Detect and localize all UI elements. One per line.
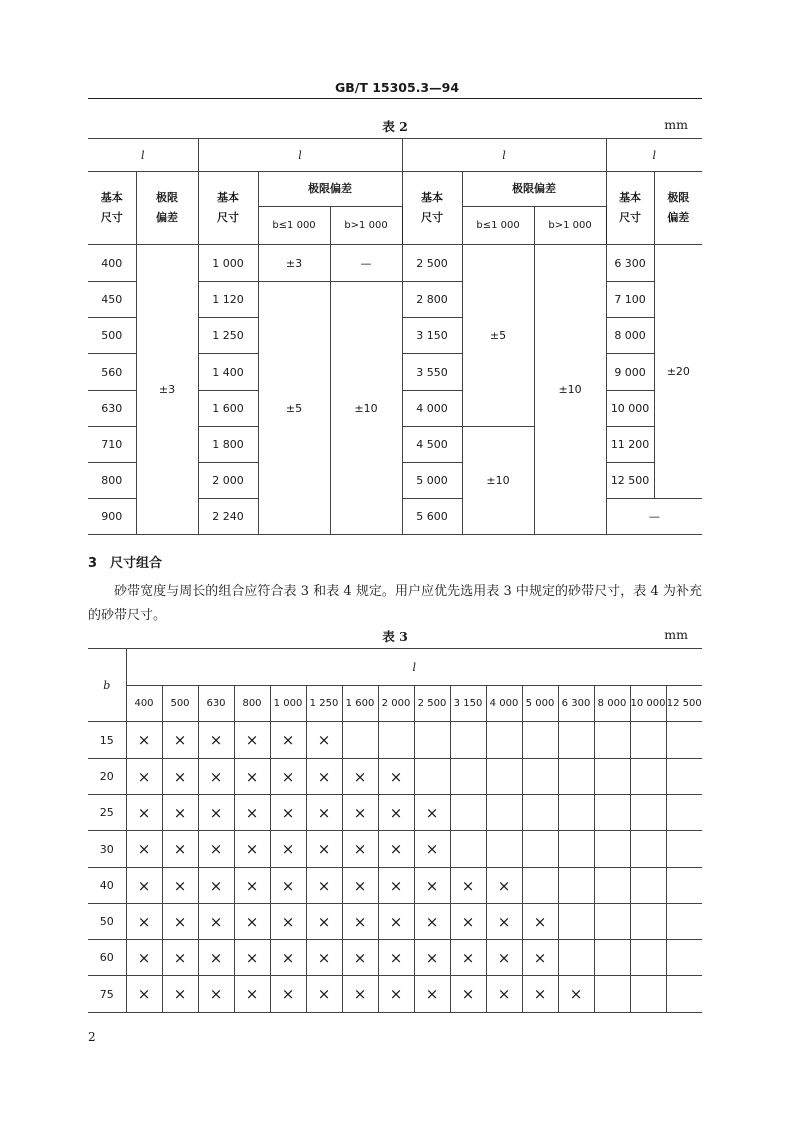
empty-cell xyxy=(414,759,450,795)
empty-cell xyxy=(666,904,702,940)
empty-cell xyxy=(486,831,522,868)
empty-cell xyxy=(666,868,702,904)
dev-cell: ±10 xyxy=(534,245,606,535)
empty-cell xyxy=(594,976,630,1013)
group-label: l xyxy=(198,139,402,172)
combination-mark: × xyxy=(198,868,234,904)
l-value-header: 1 000 xyxy=(270,686,306,722)
combination-mark: × xyxy=(306,868,342,904)
table2-row xyxy=(88,245,702,282)
combination-mark: × xyxy=(126,759,162,795)
l-value-header: 2 000 xyxy=(378,686,414,722)
l-value-header: 500 xyxy=(162,686,198,722)
l-value-header: 4 000 xyxy=(486,686,522,722)
size-cell: 5 600 xyxy=(402,499,462,535)
empty-cell xyxy=(378,722,414,759)
combination-mark: × xyxy=(342,976,378,1013)
combination-mark: × xyxy=(162,722,198,759)
combination-mark: × xyxy=(162,831,198,868)
basic-size-header: 基本尺寸 xyxy=(198,172,258,245)
combination-mark: × xyxy=(342,831,378,868)
empty-cell xyxy=(450,795,486,831)
basic-size-header: 基本尺寸 xyxy=(606,172,654,245)
table3-row xyxy=(88,795,702,831)
table3-row xyxy=(88,722,702,759)
combination-mark: × xyxy=(342,868,378,904)
size-cell: 2 800 xyxy=(402,282,462,318)
combination-mark: × xyxy=(306,976,342,1013)
size-cell: 3 550 xyxy=(402,354,462,391)
combination-mark: × xyxy=(342,904,378,940)
empty-cell xyxy=(558,940,594,976)
size-cell: 400 xyxy=(88,245,136,282)
limit-dev-header: 极限偏差 xyxy=(654,172,702,245)
b-le-header: b≤1 000 xyxy=(462,207,534,245)
size-cell: 2 500 xyxy=(402,245,462,282)
size-cell: 1 000 xyxy=(198,245,258,282)
l-value-header: 3 150 xyxy=(450,686,486,722)
combination-mark: × xyxy=(486,868,522,904)
empty-cell xyxy=(486,759,522,795)
empty-cell xyxy=(558,759,594,795)
empty-cell xyxy=(666,940,702,976)
combination-mark: × xyxy=(270,759,306,795)
size-cell: 4 500 xyxy=(402,427,462,463)
table2-title: 表 2 xyxy=(382,119,408,134)
dash-cell: — xyxy=(606,499,702,535)
combination-mark: × xyxy=(198,976,234,1013)
combination-mark: × xyxy=(522,940,558,976)
empty-cell xyxy=(666,831,702,868)
l-value-header: 5 000 xyxy=(522,686,558,722)
l-value-header: 2 500 xyxy=(414,686,450,722)
combination-mark: × xyxy=(378,904,414,940)
size-cell: 1 400 xyxy=(198,354,258,391)
combination-mark: × xyxy=(414,831,450,868)
size-cell: 5 000 xyxy=(402,463,462,499)
combination-mark: × xyxy=(126,868,162,904)
combination-mark: × xyxy=(234,940,270,976)
table3-l-values-row xyxy=(88,686,702,722)
combination-mark: × xyxy=(234,831,270,868)
empty-cell xyxy=(558,868,594,904)
combination-mark: × xyxy=(486,904,522,940)
b-value-cell: 50 xyxy=(88,904,126,940)
size-cell: 12 500 xyxy=(606,463,654,499)
combination-mark: × xyxy=(126,722,162,759)
b-le-header: b≤1 000 xyxy=(258,207,330,245)
document-code: GB/T 15305.3—94 xyxy=(334,80,460,95)
size-cell: 800 xyxy=(88,463,136,499)
combination-mark: × xyxy=(306,904,342,940)
combination-mark: × xyxy=(414,976,450,1013)
table2-unit: mm xyxy=(664,117,688,132)
size-cell: 450 xyxy=(88,282,136,318)
limit-dev-header: 极限偏差 xyxy=(136,172,198,245)
empty-cell xyxy=(342,722,378,759)
empty-cell xyxy=(630,868,666,904)
dev-cell: — xyxy=(330,245,402,282)
combination-mark: × xyxy=(486,940,522,976)
combination-mark: × xyxy=(198,722,234,759)
size-cell: 9 000 xyxy=(606,354,654,391)
basic-size-header: 基本尺寸 xyxy=(88,172,136,245)
size-cell: 560 xyxy=(88,354,136,391)
l-value-header: 6 300 xyxy=(558,686,594,722)
combination-mark: × xyxy=(306,831,342,868)
size-cell: 500 xyxy=(88,318,136,354)
combination-mark: × xyxy=(306,722,342,759)
combination-mark: × xyxy=(378,976,414,1013)
empty-cell xyxy=(594,904,630,940)
empty-cell xyxy=(630,904,666,940)
empty-cell xyxy=(630,976,666,1013)
empty-cell xyxy=(630,795,666,831)
empty-cell xyxy=(630,722,666,759)
empty-cell xyxy=(558,795,594,831)
size-cell: 10 000 xyxy=(606,391,654,427)
empty-cell xyxy=(522,868,558,904)
b-gt-header: b>1 000 xyxy=(534,207,606,245)
empty-cell xyxy=(522,722,558,759)
l-value-header: 12 500 xyxy=(666,686,702,722)
combination-mark: × xyxy=(234,868,270,904)
combination-mark: × xyxy=(234,722,270,759)
combination-mark: × xyxy=(162,976,198,1013)
b-value-cell: 30 xyxy=(88,831,126,868)
combination-mark: × xyxy=(270,868,306,904)
b-value-cell: 60 xyxy=(88,940,126,976)
combination-mark: × xyxy=(270,831,306,868)
table3-l-row xyxy=(88,649,702,686)
b-value-cell: 40 xyxy=(88,868,126,904)
combination-mark: × xyxy=(234,904,270,940)
size-cell: 6 300 xyxy=(606,245,654,282)
limit-dev-header: 极限偏差 xyxy=(258,172,402,207)
combination-mark: × xyxy=(414,940,450,976)
empty-cell xyxy=(450,722,486,759)
table3-row xyxy=(88,904,702,940)
combination-mark: × xyxy=(342,759,378,795)
table2-group-row xyxy=(88,139,702,172)
combination-mark: × xyxy=(198,759,234,795)
page-number: 2 xyxy=(88,1030,96,1044)
combination-mark: × xyxy=(162,868,198,904)
combination-mark: × xyxy=(342,795,378,831)
combination-mark: × xyxy=(270,795,306,831)
combination-mark: × xyxy=(270,940,306,976)
l-value-header: 800 xyxy=(234,686,270,722)
size-cell: 2 240 xyxy=(198,499,258,535)
empty-cell xyxy=(666,722,702,759)
dev-cell: ±20 xyxy=(654,245,702,499)
combination-mark: × xyxy=(126,976,162,1013)
table3-caption xyxy=(88,627,702,643)
b-value-cell: 25 xyxy=(88,795,126,831)
l-value-header: 1 250 xyxy=(306,686,342,722)
combination-mark: × xyxy=(306,795,342,831)
dev-cell: ±5 xyxy=(258,282,330,535)
header-rule xyxy=(88,98,702,99)
size-cell: 7 100 xyxy=(606,282,654,318)
combination-mark: × xyxy=(162,940,198,976)
combination-mark: × xyxy=(234,795,270,831)
l-value-header: 1 600 xyxy=(342,686,378,722)
combination-mark: × xyxy=(378,940,414,976)
table2 xyxy=(88,138,702,535)
combination-mark: × xyxy=(486,976,522,1013)
combination-mark: × xyxy=(414,795,450,831)
combination-mark: × xyxy=(378,868,414,904)
size-cell: 11 200 xyxy=(606,427,654,463)
l-value-header: 630 xyxy=(198,686,234,722)
combination-mark: × xyxy=(198,904,234,940)
table2-caption xyxy=(88,117,702,133)
l-value-header: 10 000 xyxy=(630,686,666,722)
table3 xyxy=(88,648,702,1013)
section-paragraph: 砂带宽度与周长的组合应符合表 3 和表 4 规定。用户应优先选用表 3 中规定的砂带尺寸，表 4 为补充的砂带尺寸。 xyxy=(88,584,702,623)
b-value-cell: 20 xyxy=(88,759,126,795)
b-gt-header: b>1 000 xyxy=(330,207,402,245)
empty-cell xyxy=(594,795,630,831)
combination-mark: × xyxy=(306,759,342,795)
size-cell: 2 000 xyxy=(198,463,258,499)
dev-cell: ±10 xyxy=(330,282,402,535)
empty-cell xyxy=(594,940,630,976)
combination-mark: × xyxy=(198,940,234,976)
combination-mark: × xyxy=(126,904,162,940)
combination-mark: × xyxy=(162,795,198,831)
dev-cell: ±10 xyxy=(462,427,534,535)
empty-cell xyxy=(594,831,630,868)
limit-dev-header: 极限偏差 xyxy=(462,172,606,207)
size-cell: 8 000 xyxy=(606,318,654,354)
table3-row xyxy=(88,940,702,976)
combination-mark: × xyxy=(198,831,234,868)
size-cell: 1 800 xyxy=(198,427,258,463)
combination-mark: × xyxy=(126,831,162,868)
b-value-cell: 75 xyxy=(88,976,126,1013)
combination-mark: × xyxy=(270,976,306,1013)
combination-mark: × xyxy=(162,759,198,795)
combination-mark: × xyxy=(414,868,450,904)
empty-cell xyxy=(594,722,630,759)
combination-mark: × xyxy=(270,722,306,759)
combination-mark: × xyxy=(558,976,594,1013)
table3-unit: mm xyxy=(664,627,688,642)
dev-cell: ±3 xyxy=(258,245,330,282)
size-cell: 1 120 xyxy=(198,282,258,318)
empty-cell xyxy=(450,831,486,868)
combination-mark: × xyxy=(270,904,306,940)
combination-mark: × xyxy=(126,795,162,831)
empty-cell xyxy=(630,940,666,976)
group-label: l xyxy=(402,139,606,172)
table3-row xyxy=(88,759,702,795)
empty-cell xyxy=(522,795,558,831)
table3-row xyxy=(88,976,702,1013)
size-cell: 3 150 xyxy=(402,318,462,354)
combination-mark: × xyxy=(378,831,414,868)
dev-cell: ±5 xyxy=(462,245,534,427)
empty-cell xyxy=(558,722,594,759)
combination-mark: × xyxy=(450,904,486,940)
empty-cell xyxy=(594,759,630,795)
l-value-header: 8 000 xyxy=(594,686,630,722)
l-label: l xyxy=(126,649,702,686)
empty-cell xyxy=(486,795,522,831)
combination-mark: × xyxy=(198,795,234,831)
empty-cell xyxy=(486,722,522,759)
size-cell: 1 250 xyxy=(198,318,258,354)
combination-mark: × xyxy=(414,904,450,940)
combination-mark: × xyxy=(378,795,414,831)
table3-title: 表 3 xyxy=(382,629,408,644)
table3-row xyxy=(88,831,702,868)
empty-cell xyxy=(630,759,666,795)
table3-row xyxy=(88,868,702,904)
group-label: l xyxy=(88,139,198,172)
size-cell: 630 xyxy=(88,391,136,427)
size-cell: 1 600 xyxy=(198,391,258,427)
combination-mark: × xyxy=(234,976,270,1013)
b-label: b xyxy=(88,649,126,722)
size-cell: 4 000 xyxy=(402,391,462,427)
size-cell: 900 xyxy=(88,499,136,535)
empty-cell xyxy=(522,831,558,868)
combination-mark: × xyxy=(306,940,342,976)
size-cell: 710 xyxy=(88,427,136,463)
section-heading: 3 尺寸组合 xyxy=(88,556,163,571)
basic-size-header: 基本尺寸 xyxy=(402,172,462,245)
combination-mark: × xyxy=(450,976,486,1013)
combination-mark: × xyxy=(234,759,270,795)
table2-header-row xyxy=(88,172,702,207)
combination-mark: × xyxy=(522,904,558,940)
group-label: l xyxy=(606,139,702,172)
combination-mark: × xyxy=(342,940,378,976)
empty-cell xyxy=(594,868,630,904)
empty-cell xyxy=(630,831,666,868)
empty-cell xyxy=(666,976,702,1013)
l-value-header: 400 xyxy=(126,686,162,722)
empty-cell xyxy=(558,904,594,940)
empty-cell xyxy=(414,722,450,759)
combination-mark: × xyxy=(450,940,486,976)
combination-mark: × xyxy=(378,759,414,795)
empty-cell xyxy=(558,831,594,868)
combination-mark: × xyxy=(126,940,162,976)
empty-cell xyxy=(666,795,702,831)
b-value-cell: 15 xyxy=(88,722,126,759)
dev-cell: ±3 xyxy=(136,245,198,535)
empty-cell xyxy=(522,759,558,795)
empty-cell xyxy=(450,759,486,795)
combination-mark: × xyxy=(522,976,558,1013)
combination-mark: × xyxy=(162,904,198,940)
combination-mark: × xyxy=(450,868,486,904)
empty-cell xyxy=(666,759,702,795)
